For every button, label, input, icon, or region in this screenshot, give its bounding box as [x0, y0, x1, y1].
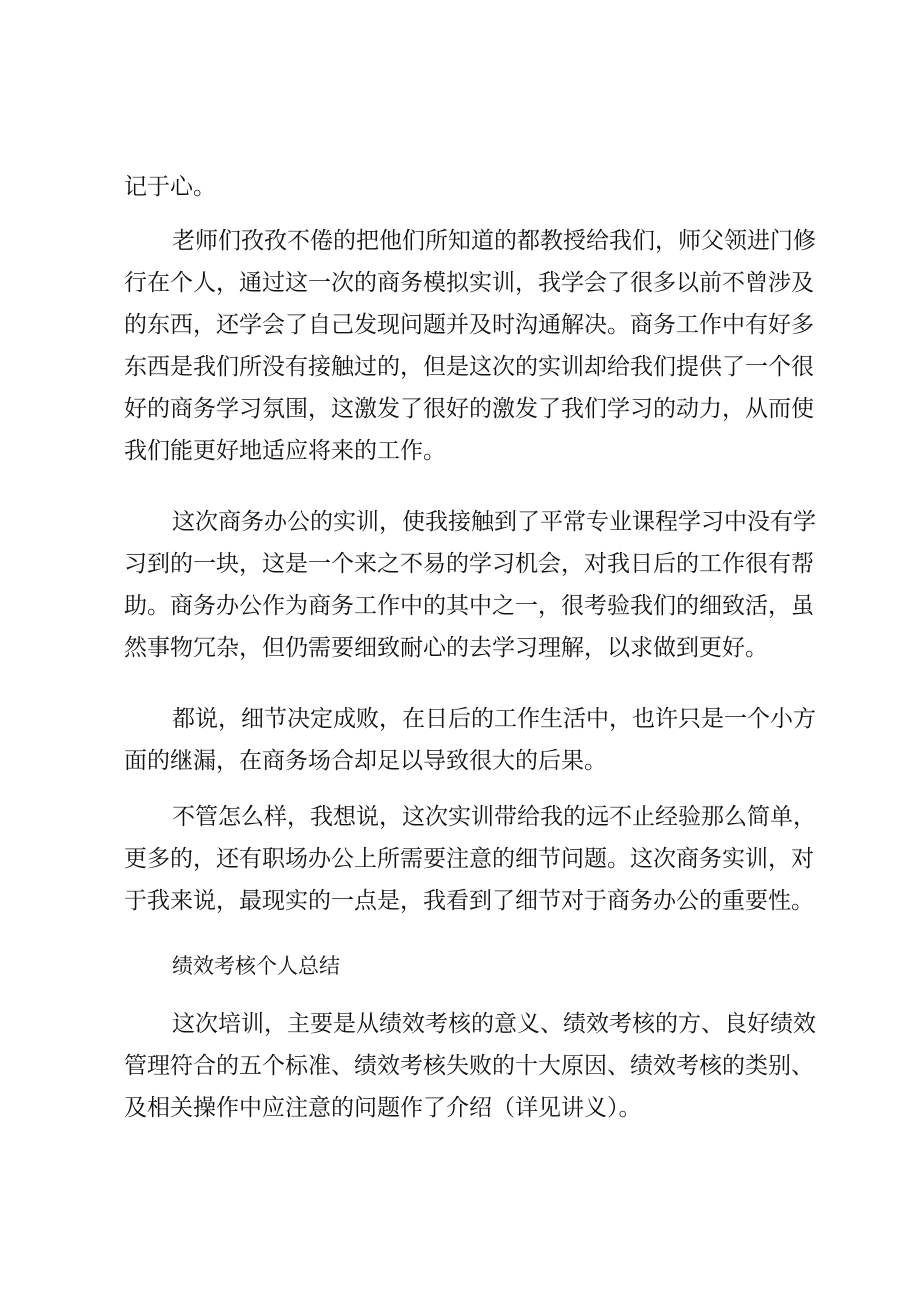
- paragraph-line: 这次培训，主要是从绩效考核的意义、绩效考核的方、良好绩效: [172, 1011, 816, 1037]
- paragraph-line: 不管怎么样，我想说，这次实训带给我的远不止经验那么简单，: [172, 804, 816, 830]
- paragraph-line: 然事物冗杂，但仍需要细致耐心的去学习理解，以求做到更好。: [124, 635, 768, 661]
- paragraph-line: 及相关操作中应注意的问题作了介绍（详见讲义）。: [124, 1095, 642, 1121]
- paragraph-line: 记于心。: [124, 174, 216, 200]
- paragraph-line: 面的继漏，在商务场合却足以导致很大的后果。: [124, 748, 607, 774]
- paragraph-line: 习到的一块，这是一个来之不易的学习机会，对我日后的工作很有帮: [124, 551, 814, 577]
- paragraph-line: 助。商务办公作为商务工作中的其中之一，很考验我们的细致活，虽: [124, 593, 814, 619]
- paragraph-line: 更多的，还有职场办公上所需要注意的细节问题。这次商务实训，对: [124, 846, 814, 872]
- paragraph-line: 我们能更好地适应将来的工作。: [124, 438, 446, 464]
- paragraph-line: 的东西，还学会了自己发现问题并及时沟通解决。商务工作中有好多: [124, 312, 814, 338]
- paragraph-line: 这次商务办公的实训，使我接触到了平常专业课程学习中没有学: [172, 509, 816, 535]
- paragraph-line: 东西是我们所没有接触过的，但是这次的实训却给我们提供了一个很: [124, 354, 814, 380]
- paragraph-line: 都说，细节决定成败，在日后的工作生活中，也许只是一个小方: [172, 706, 816, 732]
- paragraph-line: 管理符合的五个标准、绩效考核失败的十大原因、绩效考核的类别、: [124, 1053, 814, 1079]
- section-heading: 绩效考核个人总结: [172, 954, 340, 978]
- paragraph-line: 于我来说，最现实的一点是，我看到了细节对于商务办公的重要性。: [124, 888, 814, 914]
- paragraph-line: 老师们孜孜不倦的把他们所知道的都教授给我们，师父领进门修: [172, 228, 816, 254]
- paragraph-line: 行在个人，通过这一次的商务模拟实训，我学会了很多以前不曾涉及: [124, 270, 814, 296]
- paragraph-line: 好的商务学习氛围，这激发了很好的激发了我们学习的动力，从而使: [124, 396, 814, 422]
